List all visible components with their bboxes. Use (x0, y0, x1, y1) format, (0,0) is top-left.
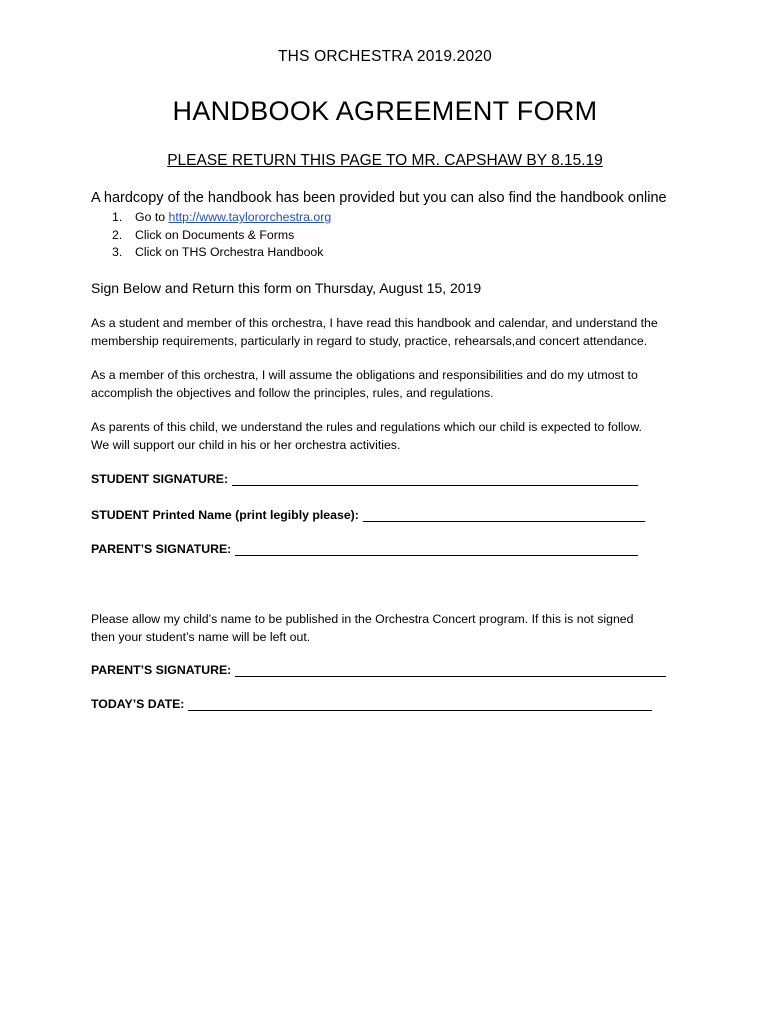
student-printed-name-line[interactable] (363, 509, 645, 522)
intro-text: A hardcopy of the handbook has been provided but you can also find the handbook online (91, 190, 667, 206)
paragraph-line: As a student and member of this orchestra, I have read this handbook and calendar, and understand the (91, 316, 658, 330)
parents-agreement-paragraph (91, 419, 691, 454)
parent-signature-line[interactable] (235, 543, 638, 556)
student-signature-line[interactable] (232, 473, 638, 486)
paragraph-line: membership requirements, particularly in regard to study, practice, rehearsals,and concert attendance. (91, 333, 648, 348)
step-number: 1. (112, 210, 123, 224)
parent-publish-signature-line[interactable] (235, 664, 666, 677)
student-signature-label: STUDENT SIGNATURE: (91, 472, 229, 486)
orchestra-website-link[interactable]: http://www.taylororchestra.org (168, 210, 332, 224)
todays-date-label: TODAY’S DATE: (91, 697, 185, 711)
paragraph-line: then your student’s name will be left out. (91, 629, 311, 644)
todays-date-field (91, 697, 652, 711)
step-number: 3. (112, 245, 123, 259)
sign-note: Sign Below and Return this form on Thursday, August 15, 2019 (91, 280, 482, 296)
step-prefix: Go to (135, 210, 169, 224)
todays-date-line[interactable] (188, 698, 652, 711)
student-signature-field (91, 472, 638, 486)
step-text: Click on THS Orchestra Handbook (135, 245, 324, 259)
parent-signature-label: PARENT’S SIGNATURE: (91, 542, 232, 556)
parent-signature-field (91, 542, 638, 556)
form-title: HANDBOOK AGREEMENT FORM (172, 96, 598, 126)
publish-consent-paragraph (91, 611, 691, 646)
paragraph-line: We will support our child in his or her orchestra activities. (91, 437, 401, 452)
org-title: THS ORCHESTRA 2019.2020 (278, 48, 492, 65)
step-text: Click on Documents & Forms (135, 227, 295, 242)
paragraph-line: Please allow my child’s name to be published in the Orchestra Concert program. If this is not signed (91, 612, 634, 626)
return-note: PLEASE RETURN THIS PAGE TO MR. CAPSHAW BY 8.15.19 (167, 152, 603, 169)
student-agreement-paragraph (91, 315, 691, 350)
list-item (112, 209, 331, 227)
parent-publish-signature-field (91, 663, 666, 677)
parent-publish-signature-label: PARENT’S SIGNATURE: (91, 663, 232, 677)
paragraph-line: As parents of this child, we understand the rules and regulations which our child is expected to follow. (91, 420, 642, 434)
list-item (112, 244, 331, 262)
student-printed-name-field (91, 508, 645, 522)
paragraph-line: As a member of this orchestra, I will assume the obligations and responsibilities and do my utmost to (91, 368, 638, 382)
student-printed-name-label: STUDENT Printed Name (print legibly please): (91, 508, 359, 522)
step-number: 2. (112, 227, 123, 242)
list-item (112, 227, 331, 245)
steps-list (112, 209, 331, 262)
paragraph-line: accomplish the objectives and follow the principles, rules, and regulations. (91, 385, 494, 400)
member-agreement-paragraph (91, 367, 691, 402)
